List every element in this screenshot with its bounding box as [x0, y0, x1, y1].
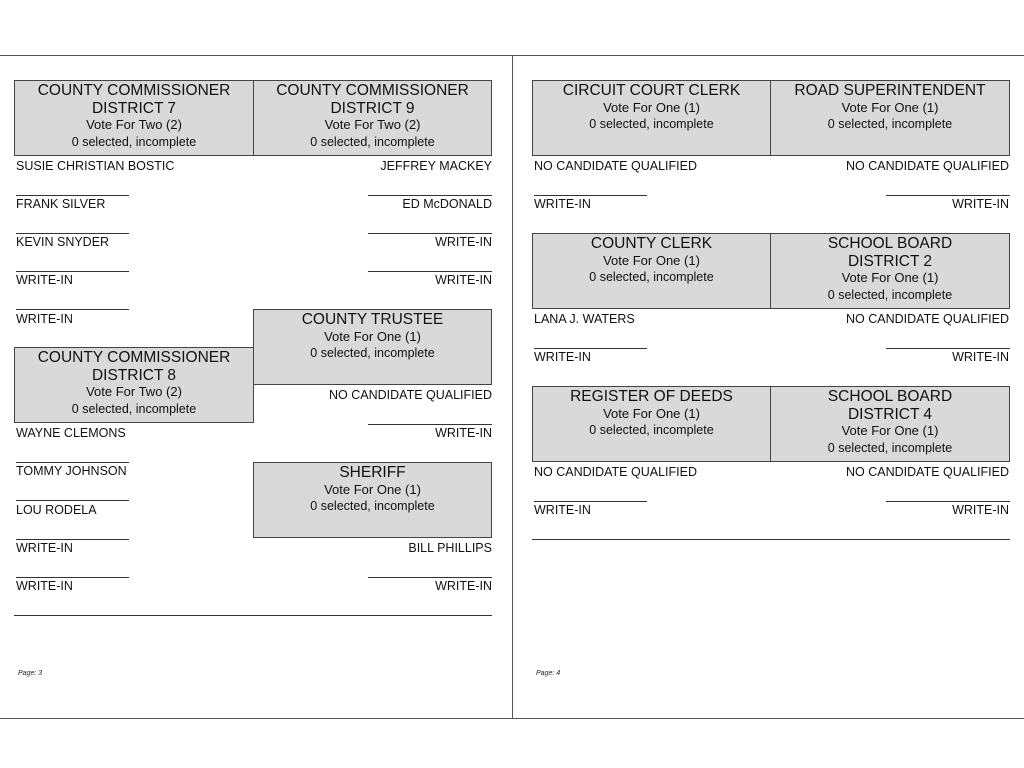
candidate-option[interactable]: FRANK SILVER [16, 197, 106, 211]
selection-status: 0 selected, incomplete [310, 499, 435, 513]
vote-for-text: Vote For One (1) [603, 405, 700, 421]
candidate-option[interactable]: LANA J. WATERS [534, 312, 635, 326]
contest-title: COUNTY TRUSTEE [301, 311, 444, 328]
contest-title: COUNTY CLERK [590, 235, 713, 252]
contest-title: CIRCUIT COURT CLERK [562, 82, 741, 99]
candidate-option[interactable]: NO CANDIDATE QUALIFIED [846, 465, 1009, 479]
selection-status: 0 selected, incomplete [310, 346, 435, 360]
candidate-underline [368, 577, 492, 578]
contest-title: COUNTY COMMISSIONER [37, 349, 231, 366]
selection-status: 0 selected, incomplete [589, 117, 714, 131]
candidate-underline [886, 348, 1010, 349]
candidate-underline [368, 271, 492, 272]
write-in-option[interactable]: WRITE-IN [534, 350, 591, 364]
vote-for-text: Vote For One (1) [603, 99, 700, 115]
candidate-option[interactable]: SUSIE CHRISTIAN BOSTIC [16, 159, 175, 173]
candidate-option[interactable]: BILL PHILLIPS [408, 541, 492, 555]
candidate-underline [534, 195, 647, 196]
candidate-underline [368, 233, 492, 234]
candidate-option[interactable]: WAYNE CLEMONS [16, 426, 126, 440]
write-in-option[interactable]: WRITE-IN [16, 273, 73, 287]
page-number: Page: 3 [18, 670, 43, 677]
write-in-option[interactable]: WRITE-IN [16, 579, 73, 593]
contest-title: SCHOOL BOARD [827, 388, 953, 405]
candidate-underline [16, 195, 129, 196]
page-bottom-border [0, 718, 1024, 719]
vote-for-text: Vote For One (1) [841, 99, 939, 115]
contest-header-road-superintendent [770, 80, 1010, 156]
candidate-underline [16, 577, 129, 578]
write-in-option[interactable]: WRITE-IN [435, 426, 492, 440]
contest-header-circuit-court-clerk [532, 80, 771, 156]
candidate-option[interactable]: KEVIN SNYDER [16, 235, 110, 249]
page-divider [512, 55, 513, 718]
candidate-option[interactable]: NO CANDIDATE QUALIFIED [846, 312, 1009, 326]
write-in-option[interactable]: WRITE-IN [952, 503, 1009, 517]
candidate-underline [16, 462, 129, 463]
candidate-underline [16, 271, 129, 272]
candidate-option[interactable]: ED McDONALD [402, 197, 492, 211]
write-in-option[interactable]: WRITE-IN [534, 503, 591, 517]
candidate-underline [16, 500, 129, 501]
contest-title: COUNTY COMMISSIONER [276, 82, 469, 99]
candidate-underline [368, 424, 492, 425]
candidate-option[interactable]: NO CANDIDATE QUALIFIED [534, 159, 697, 173]
contest-title: ROAD SUPERINTENDENT [794, 82, 986, 99]
contest-header-school-board-district-4 [770, 386, 1010, 462]
candidate-underline [16, 539, 129, 540]
candidate-option[interactable]: JEFFREY MACKEY [380, 159, 492, 173]
candidate-underline [16, 309, 129, 310]
contest-title-line2: DISTRICT 8 [91, 366, 177, 384]
vote-for-text: Vote For Two (2) [324, 117, 421, 132]
candidate-option[interactable]: NO CANDIDATE QUALIFIED [846, 159, 1009, 173]
write-in-option[interactable]: WRITE-IN [16, 541, 73, 555]
vote-for-text: Vote For One (1) [324, 328, 421, 344]
write-in-option[interactable]: WRITE-IN [435, 235, 492, 249]
contest-title: REGISTER OF DEEDS [570, 388, 733, 405]
vote-for-text: Vote For Two (2) [86, 117, 182, 132]
write-in-option[interactable]: WRITE-IN [952, 197, 1009, 211]
contest-title: COUNTY COMMISSIONER [37, 82, 231, 99]
candidate-underline [16, 233, 129, 234]
contest-header-register-of-deeds [532, 386, 771, 462]
write-in-option[interactable]: WRITE-IN [16, 312, 73, 326]
selection-status: 0 selected, incomplete [827, 440, 953, 455]
vote-for-text: Vote For Two (2) [86, 384, 182, 399]
candidate-option[interactable]: NO CANDIDATE QUALIFIED [534, 465, 697, 479]
vote-for-text: Vote For One (1) [324, 481, 421, 497]
selection-status: 0 selected, incomplete [71, 134, 197, 149]
write-in-option[interactable]: WRITE-IN [435, 273, 492, 287]
vote-for-text: Vote For One (1) [603, 252, 700, 268]
selection-status: 0 selected, incomplete [827, 287, 953, 302]
contest-title-line2: DISTRICT 4 [847, 405, 933, 423]
write-in-option[interactable]: WRITE-IN [435, 579, 492, 593]
contest-header-commissioner-district-7 [14, 80, 254, 156]
selection-status: 0 selected, incomplete [71, 401, 197, 416]
contest-header-school-board-district-2 [770, 233, 1010, 309]
section-end-line [532, 539, 1010, 540]
selection-status: 0 selected, incomplete [589, 270, 714, 284]
write-in-option[interactable]: WRITE-IN [952, 350, 1009, 364]
candidate-underline [368, 195, 492, 196]
contest-title: SHERIFF [339, 464, 406, 481]
candidate-underline [534, 501, 647, 502]
contest-title-line2: DISTRICT 2 [847, 252, 933, 270]
selection-status: 0 selected, incomplete [827, 117, 953, 131]
contest-title-line2: DISTRICT 7 [91, 99, 177, 117]
candidate-option[interactable]: TOMMY JOHNSON [16, 464, 127, 478]
section-end-line [14, 615, 492, 616]
write-in-option[interactable]: WRITE-IN [534, 197, 591, 211]
candidate-underline [886, 195, 1010, 196]
contest-title: SCHOOL BOARD [827, 235, 953, 252]
vote-for-text: Vote For One (1) [841, 270, 939, 285]
contest-header-commissioner-district-9 [253, 80, 492, 156]
candidate-underline [886, 501, 1010, 502]
contest-header-commissioner-district-8 [14, 347, 254, 423]
contest-header-county-clerk [532, 233, 771, 309]
selection-status: 0 selected, incomplete [310, 134, 435, 149]
vote-for-text: Vote For One (1) [841, 423, 939, 438]
candidate-option[interactable]: NO CANDIDATE QUALIFIED [329, 388, 492, 402]
candidate-underline [534, 348, 647, 349]
contest-title-line2: DISTRICT 9 [330, 99, 415, 117]
selection-status: 0 selected, incomplete [589, 423, 714, 437]
page-number: Page: 4 [536, 670, 561, 677]
candidate-option[interactable]: LOU RODELA [16, 503, 97, 517]
contest-header-county-trustee [253, 309, 492, 385]
contest-header-sheriff [253, 462, 492, 538]
